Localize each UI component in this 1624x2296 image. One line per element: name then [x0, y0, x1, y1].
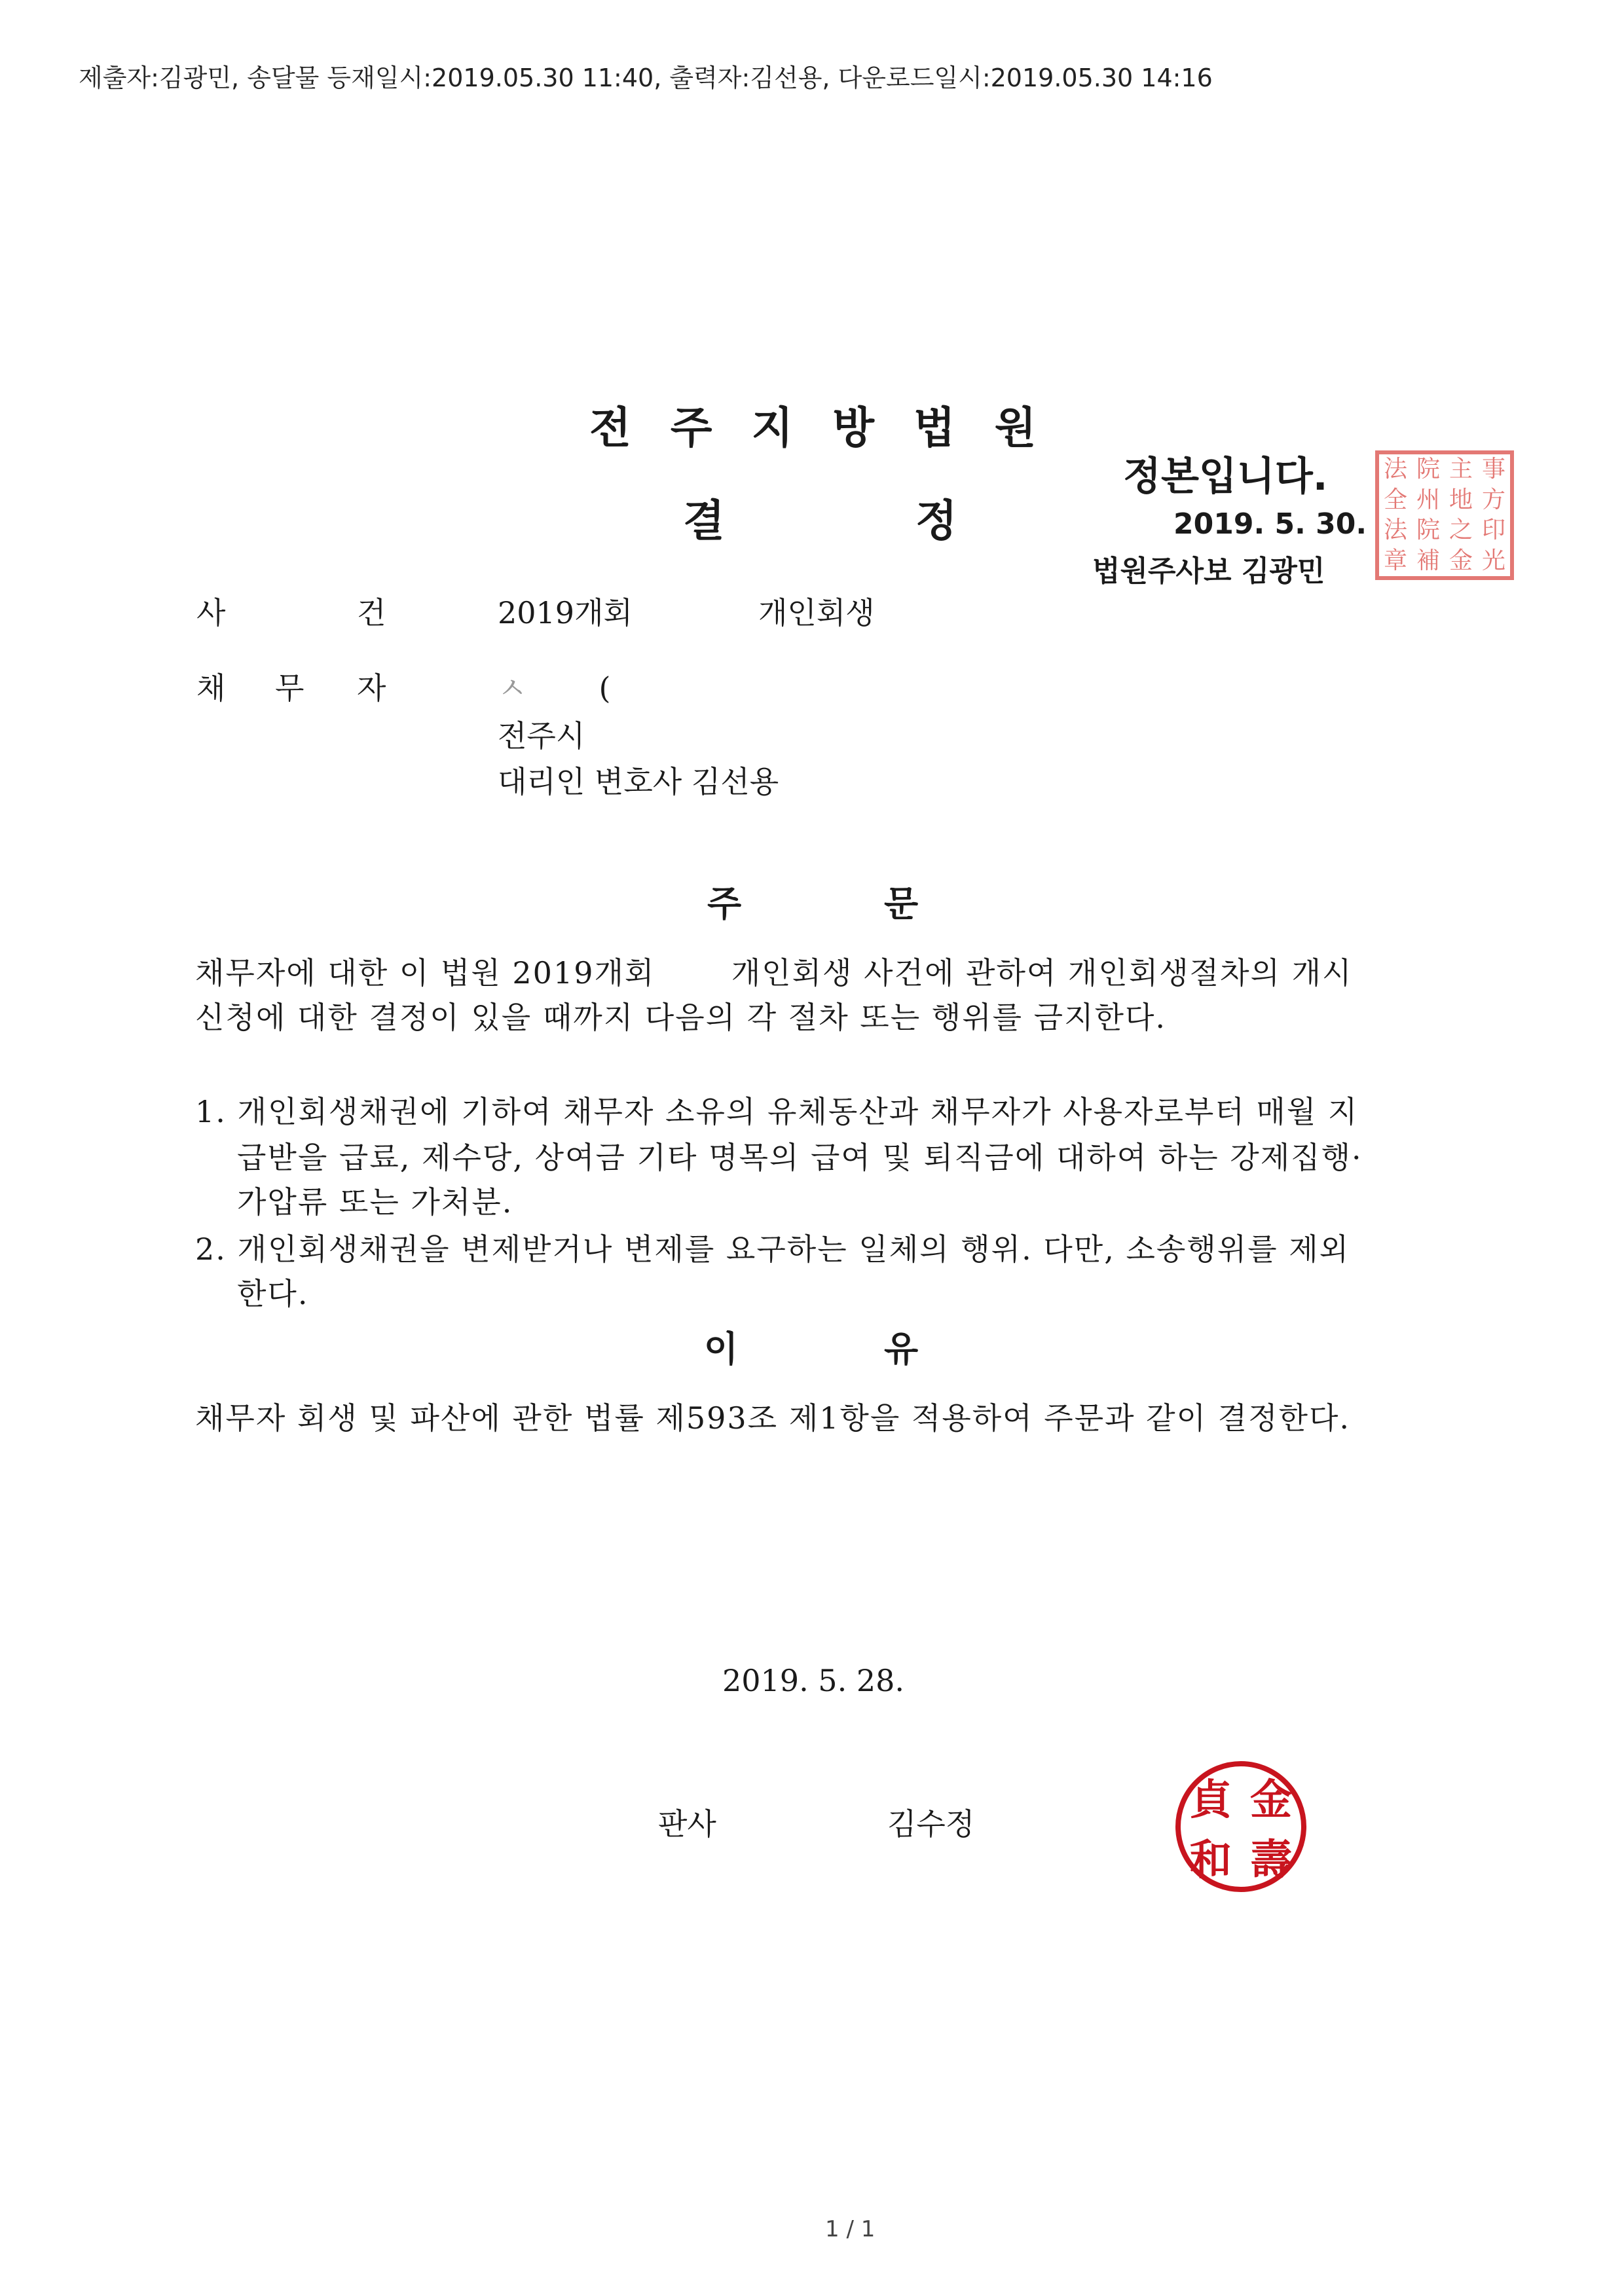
seal-char: 金 [1250, 1776, 1292, 1825]
debtor-address: 전주시 [498, 718, 585, 754]
court-title: 전주지방법원 [589, 402, 1076, 453]
seal-char: 州 [1416, 486, 1440, 513]
doc-title-char-1: 결 [683, 495, 725, 546]
seal-char: 壽 [1250, 1836, 1292, 1885]
decision-date: 2019. 5. 28. [722, 1663, 904, 1698]
debtor-label-2: 무 [275, 670, 304, 706]
seal-char: 章 [1383, 547, 1407, 574]
certification-clerk: 법원주사보 김광민 [1092, 555, 1325, 588]
seal-char: 院 [1416, 456, 1440, 483]
order-paragraph-line-2: 신청에 대한 결정이 있을 때까지 다음의 각 절차 또는 행위를 금지한다. [195, 1000, 1167, 1035]
seal-char: 之 [1449, 517, 1473, 544]
certification-text: 정본입니다. [1123, 454, 1328, 500]
doc-title-char-2: 정 [915, 495, 957, 546]
seal-char: 光 [1481, 547, 1505, 574]
order-item-1-line-1: 1. 개인회생채권에 기하여 채무자 소유의 유체동산과 채무자가 사용자로부터 매월 지 [195, 1094, 1359, 1129]
order-item-2-line-1: 2. 개인회생채권을 변제받거나 변제를 요구하는 일체의 행위. 다만, 소송행위를 제외 [195, 1231, 1350, 1267]
seal-char: 法 [1383, 517, 1407, 544]
seal-char: 事 [1481, 456, 1505, 483]
certification-date: 2019. 5. 30. [1173, 507, 1367, 541]
seal-char: 金 [1449, 547, 1473, 574]
court-seal-stamp [1375, 450, 1514, 580]
case-label-1: 사 [196, 595, 226, 630]
seal-char: 和 [1190, 1836, 1232, 1885]
order-paragraph-line-1: 채무자에 대한 이 법원 2019개회 개인회생 사건에 관하여 개인회생절차의 개시 [195, 955, 1353, 991]
seal-char: 地 [1449, 486, 1473, 513]
reason-text: 채무자 회생 및 파산에 관한 법률 제593조 제1항을 적용하여 주문과 같이 결정한다. [195, 1400, 1351, 1436]
seal-char: 貞 [1190, 1776, 1232, 1825]
judge-name: 김수정 [887, 1806, 975, 1842]
case-label-2: 건 [357, 595, 386, 630]
seal-char: 印 [1481, 517, 1505, 544]
order-title-char-1: 주 [707, 883, 742, 924]
seal-char: 全 [1383, 486, 1407, 513]
reason-title-char-1: 이 [704, 1328, 739, 1370]
debtor-name: ㅅ ( [498, 670, 611, 706]
order-item-1-line-2: 급받을 급료, 제수당, 상여금 기타 명목의 급여 및 퇴직금에 대하여 하는 강제집행· [237, 1140, 1363, 1175]
submission-header: 제출자:김광민, 송달물 등재일시:2019.05.30 11:40, 출력자:김선용, 다운로드일시:2019.05.30 14:16 [79, 64, 1213, 92]
debtor-agent: 대리인 변호사 김선용 [498, 764, 779, 799]
debtor-label-1: 채 [196, 670, 226, 706]
seal-char: 院 [1416, 517, 1440, 544]
judge-seal-stamp [1175, 1761, 1306, 1892]
order-item-1-line-3: 가압류 또는 가처분. [237, 1184, 513, 1220]
order-item-2-line-2: 한다. [237, 1276, 309, 1311]
seal-char: 方 [1481, 486, 1505, 513]
seal-char: 補 [1416, 547, 1440, 574]
debtor-label-3: 자 [357, 670, 386, 706]
reason-title-char-2: 유 [884, 1328, 919, 1370]
order-title-char-2: 문 [884, 883, 919, 924]
debtor-name-paren: ( [599, 670, 611, 706]
case-number: 2019개회 [498, 595, 633, 630]
case-name: 개인회생 [758, 595, 875, 630]
page-number: 1 / 1 [825, 2216, 876, 2242]
judge-title: 판사 [658, 1806, 716, 1842]
seal-char: 主 [1449, 456, 1473, 483]
seal-char: 法 [1383, 456, 1407, 483]
